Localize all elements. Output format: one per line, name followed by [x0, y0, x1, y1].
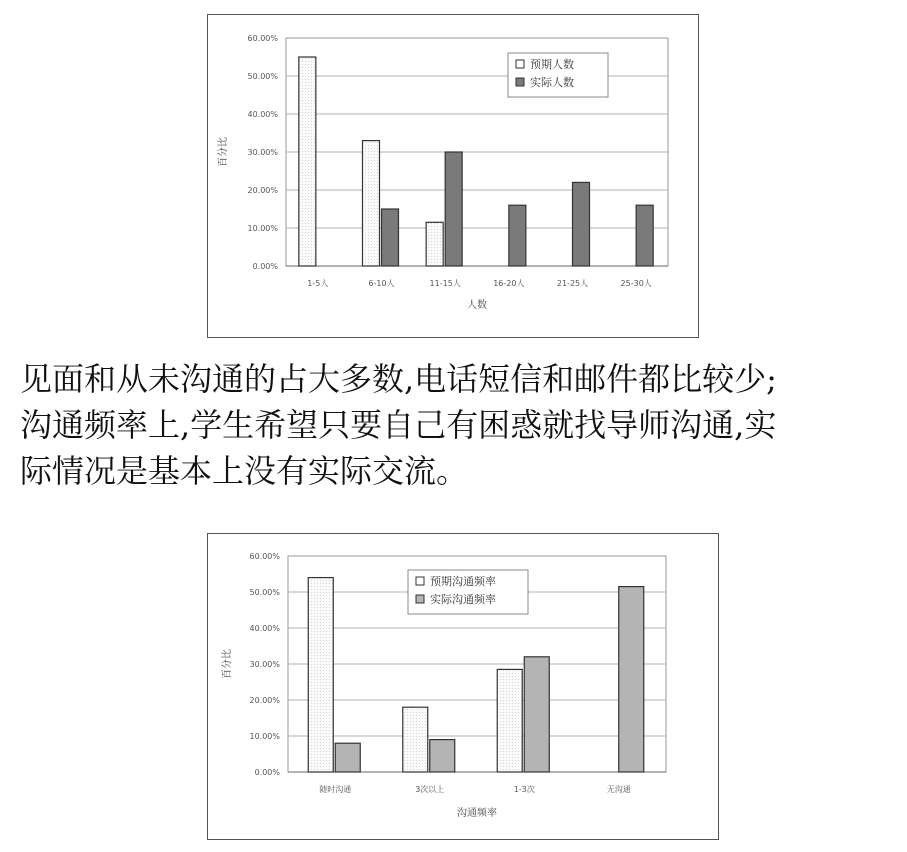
- legend-swatch: [516, 78, 524, 86]
- y-tick-label: 30.00%: [247, 148, 278, 157]
- x-tick-label: 随时沟通: [319, 785, 352, 794]
- x-tick-label: 无沟通: [606, 785, 631, 794]
- body-paragraph: [20, 356, 900, 494]
- y-axis-title: 百分比: [218, 137, 229, 167]
- bar: [430, 740, 455, 772]
- y-tick-label: 50.00%: [247, 72, 278, 81]
- paragraph-line-1: 见面和从未沟通的占大多数,电话短信和邮件都比较少;: [20, 360, 777, 398]
- bar: [509, 205, 526, 266]
- legend-swatch: [416, 577, 424, 585]
- y-tick-label: 50.00%: [249, 588, 280, 597]
- y-tick-label: 0.00%: [254, 768, 280, 777]
- bar: [573, 182, 590, 266]
- legend-swatch: [516, 60, 524, 68]
- legend: [508, 53, 608, 97]
- x-tick-label: 1-5人: [307, 279, 329, 288]
- y-tick-label: 20.00%: [249, 696, 280, 705]
- bar: [308, 578, 333, 772]
- x-axis-title: 人数: [467, 300, 487, 311]
- y-tick-label: 40.00%: [247, 110, 278, 119]
- y-tick-label: 60.00%: [249, 552, 280, 561]
- legend-swatch: [416, 595, 424, 603]
- y-tick-label: 10.00%: [247, 224, 278, 233]
- y-tick-label: 0.00%: [252, 262, 278, 271]
- x-tick-label: 1-3次: [513, 785, 535, 794]
- y-tick-label: 20.00%: [247, 186, 278, 195]
- bar: [382, 209, 399, 266]
- chart-2: [208, 534, 718, 839]
- paragraph-line-2: 沟通频率上,学生希望只要自己有困惑就找导师沟通,实: [20, 406, 777, 444]
- y-tick-label: 60.00%: [247, 34, 278, 43]
- bar: [299, 57, 316, 266]
- y-tick-label: 10.00%: [249, 732, 280, 741]
- y-axis-title: 百分比: [222, 649, 233, 679]
- x-tick-label: 3次以上: [415, 785, 445, 794]
- bar: [363, 141, 380, 266]
- chart-1-frame: [207, 14, 699, 338]
- x-axis-title: 沟通频率: [457, 808, 497, 819]
- legend-label: 实际人数: [530, 76, 574, 89]
- bar: [497, 669, 522, 772]
- bar: [619, 587, 644, 772]
- x-tick-label: 6-10人: [368, 279, 395, 288]
- x-tick-label: 16-20人: [493, 279, 525, 288]
- legend: [408, 570, 528, 614]
- legend-label: 预期沟通频率: [430, 575, 496, 588]
- paragraph-line-3: 际情况是基本上没有实际交流。: [20, 452, 469, 490]
- bar: [636, 205, 653, 266]
- chart-2-frame: [207, 533, 719, 840]
- x-tick-label: 11-15人: [429, 279, 461, 288]
- bar: [403, 707, 428, 772]
- bar: [524, 657, 549, 772]
- bar: [445, 152, 462, 266]
- x-tick-label: 21-25人: [556, 279, 589, 288]
- bar: [426, 222, 443, 266]
- bar: [335, 743, 360, 772]
- legend-label: 预期人数: [530, 58, 574, 71]
- legend-label: 实际沟通频率: [430, 593, 496, 606]
- chart-1: [208, 15, 698, 337]
- y-tick-label: 30.00%: [249, 660, 280, 669]
- y-tick-label: 40.00%: [249, 624, 280, 633]
- x-tick-label: 25-30人: [620, 279, 652, 288]
